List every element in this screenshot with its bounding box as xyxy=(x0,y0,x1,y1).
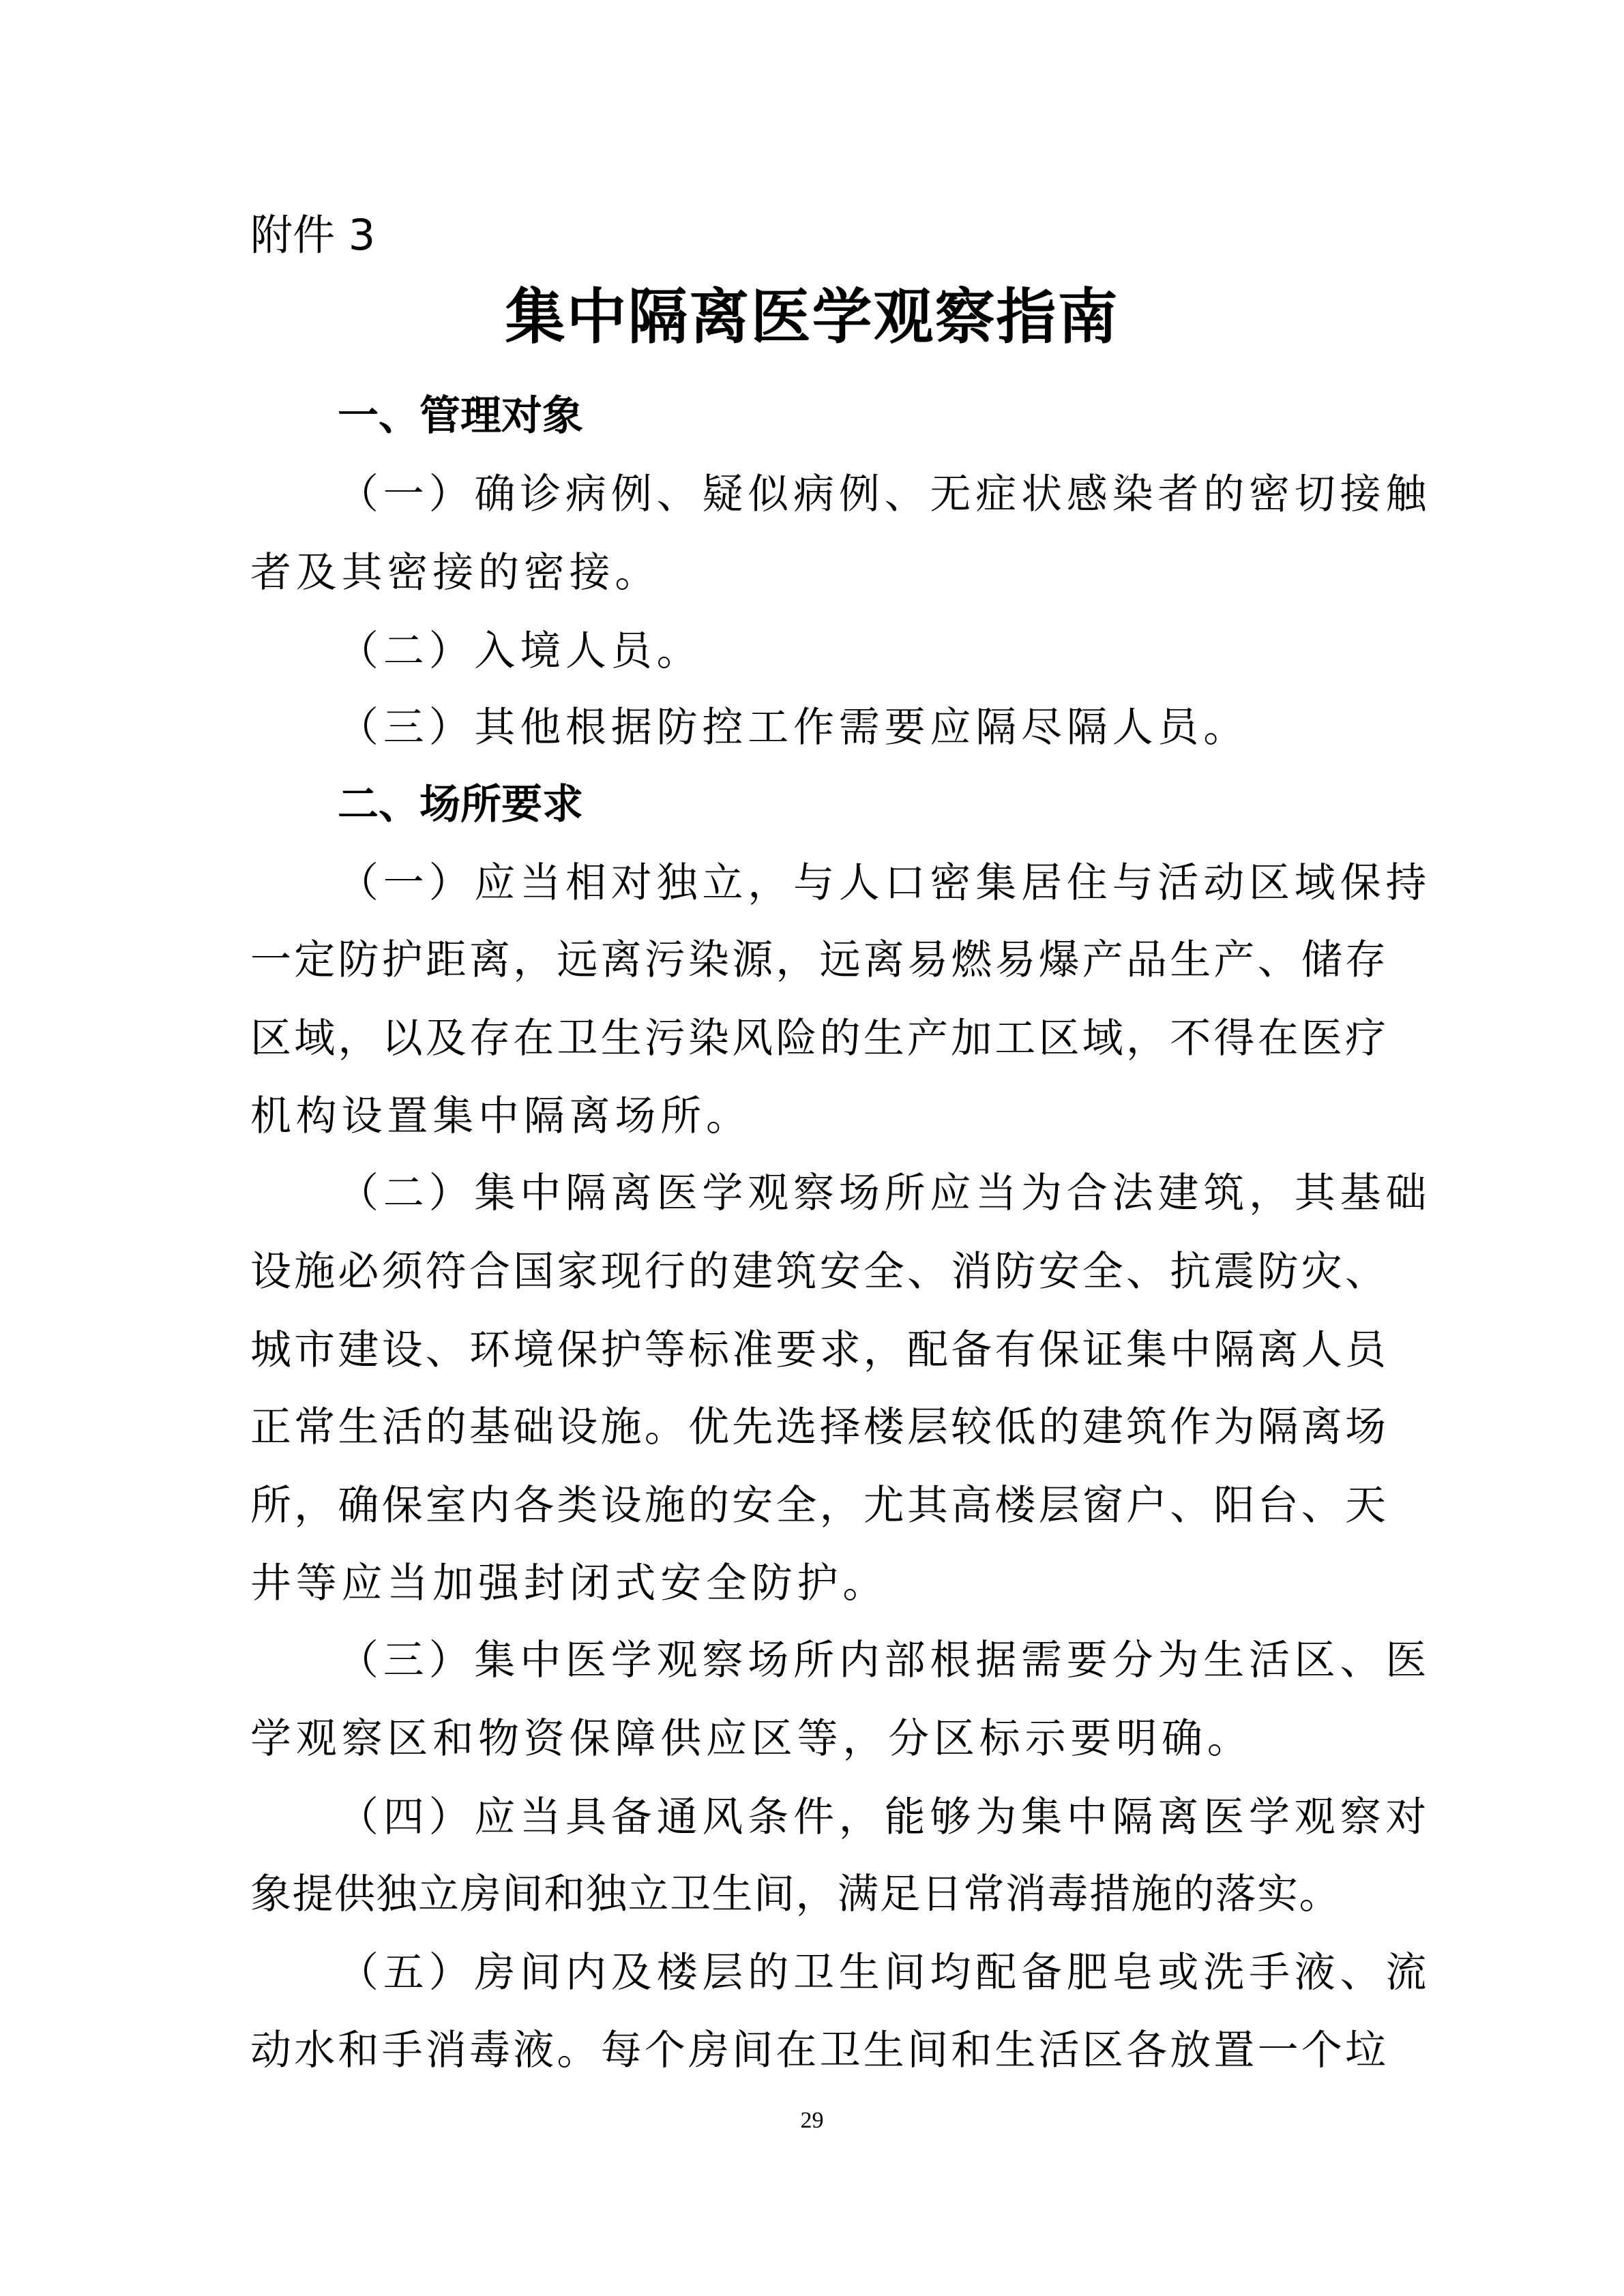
paragraph-line: 动水和手消毒液。每个房间在卫生间和生活区各放置一个垃 xyxy=(250,2027,1389,2074)
paragraph-line: 设施必须符合国家现行的建筑安全、消防安全、抗震防灾、 xyxy=(250,1248,1389,1296)
paragraph-line: （五）房间内及楼层的卫生间均配备肥皂或洗手液、流 xyxy=(338,1949,1432,1997)
section-heading: 一、管理对象 xyxy=(338,392,583,440)
paragraph-line: （二）集中隔离医学观察场所应当为合法建筑，其基础 xyxy=(338,1169,1432,1217)
paragraph-line: 者及其密接的密接。 xyxy=(250,549,661,597)
paragraph-line: （一）确诊病例、疑似病例、无症状感染者的密切接触 xyxy=(338,471,1432,518)
paragraph-line: （三）其他根据防控工作需要应隔尽隔人员。 xyxy=(338,704,1249,751)
paragraph-line: 区域，以及存在卫生污染风险的生产加工区域，不得在医疗 xyxy=(250,1015,1389,1062)
paragraph-line: 正常生活的基础设施。优先选择楼层较低的建筑作为隔离场 xyxy=(250,1403,1389,1451)
paragraph-line: 城市建设、环境保护等标准要求，配备有保证集中隔离人员 xyxy=(250,1326,1389,1374)
paragraph-line: （二）入境人员。 xyxy=(338,627,703,675)
document-title: 集中隔离医学观察指南 xyxy=(505,282,1119,352)
paragraph-line: 一定防护距离，远离污染源，远离易燃易爆产品生产、储存 xyxy=(250,936,1389,984)
paragraph-line: （三）集中医学观察场所内部根据需要分为生活区、医 xyxy=(338,1637,1432,1684)
page-number: 29 xyxy=(800,2108,824,2133)
paragraph-line: 井等应当加强封闭式安全防护。 xyxy=(250,1560,889,1607)
attachment-label: 附件 3 xyxy=(250,210,376,260)
paragraph-line: 所，确保室内各类设施的安全，尤其高楼层窗户、阳台、天 xyxy=(250,1482,1389,1530)
section-heading: 二、场所要求 xyxy=(338,781,583,829)
paragraph-line: 机构设置集中隔离场所。 xyxy=(250,1092,752,1140)
paragraph-line: （四）应当具备通风条件，能够为集中隔离医学观察对 xyxy=(338,1793,1432,1841)
paragraph-line: （一）应当相对独立，与人口密集居住与活动区域保持 xyxy=(338,859,1432,907)
paragraph-line: 学观察区和物资保障供应区等，分区标示要明确。 xyxy=(250,1715,1253,1763)
paragraph-line: 象提供独立房间和独立卫生间，满足日常消毒措施的落实。 xyxy=(250,1870,1341,1918)
